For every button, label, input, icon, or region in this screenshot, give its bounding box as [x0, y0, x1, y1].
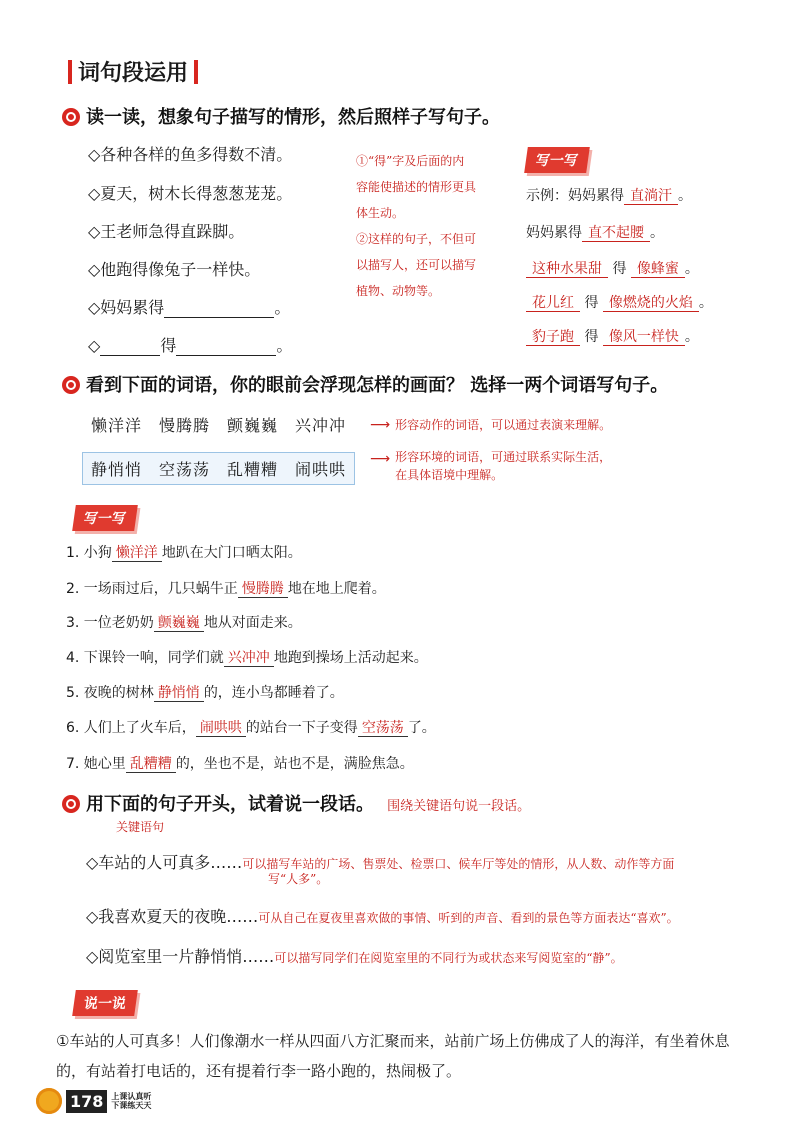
q1-example-1: 示例：妈妈累得 直淌汗 。 — [526, 188, 692, 204]
q3-heading: 用下面的句子开头，试着说一段话。 围绕关键语句说一段话。 — [62, 790, 530, 820]
sample-paragraph: ①车站的人可真多！人们像潮水一样从四面八方汇聚而来，站前广场上仿佛成了人的海洋，有坐着休息的，有站着打电话的，还有提着行李一路小跑的，热闹极了。 — [56, 1032, 730, 1080]
blank-line[interactable] — [100, 336, 160, 356]
page-footer — [36, 1088, 151, 1114]
q2-sentence-5: 5. 夜晚的树林 静悄悄 的，连小鸟都睡着了。 — [66, 685, 344, 701]
q1-item-2: ◇夏天，树木长得葱葱茏茏。 — [88, 184, 293, 203]
q1-notes: ①“得”字及后面的内 容能使描述的情形更具 体生动。 ②这样的句子，不但可 以描写人，还可以描写 植物、动物等。 — [356, 154, 477, 298]
q2-sentence-6: 6. 人们上了火车后， 闹哄哄 的站台一下子变得 空荡荡 了。 — [66, 720, 436, 736]
arrow-right-icon: ⟶ — [370, 451, 391, 467]
title-bar-right — [194, 60, 198, 84]
key-sentence-note: 关键语句 — [116, 820, 165, 834]
q2-sentence-3: 3. 一位老奶奶 颤巍巍 地从对面走来。 — [66, 615, 302, 631]
footer-slogan: 上课认真听 下课练天天 — [111, 1092, 152, 1110]
star-mascot-icon — [36, 1088, 62, 1114]
say-tag: 说一说 — [74, 990, 136, 1016]
word-row-environment-note: ⟶ 形容环境的词语，可通过联系实际生活， 在具体语境中理解。 — [370, 450, 612, 482]
q3-line-2: ◇我喜欢夏天的夜晚……可从自己在夏夜里喜欢做的事情、听到的声音、看到的景色等方面表达“喜欢”。 — [86, 907, 679, 926]
arrow-right-icon: ⟶ — [370, 417, 391, 433]
title-bar-left — [68, 60, 72, 84]
word-row-action-note: ⟶ 形容动作的词语，可以通过表演来理解。 — [370, 417, 612, 433]
q1-item-3: ◇王老师急得直跺脚。 — [88, 222, 245, 241]
blank-line[interactable] — [164, 298, 274, 318]
question-icon — [62, 376, 80, 394]
q2-heading: 看到下面的词语，你的眼前会浮现怎样的画面？ 选择一两个词语写句子。 — [62, 371, 668, 397]
q1-pair-2: 花儿红 得 像燃烧的火焰 。 — [526, 292, 713, 312]
word-row-action: 懒洋洋 慢腾腾 颤巍巍 兴冲冲 — [82, 408, 355, 441]
q3-line-1: ◇车站的人可真多……可以描写车站的广场、售票处、检票口、候车厅等处的情形，从人数、动作等方面 — [86, 853, 675, 872]
q1-item-6: ◇ 得 。 — [88, 336, 293, 355]
page-number: 178 — [66, 1090, 107, 1113]
q3-line-1-note-cont: 写“人多”。 — [268, 872, 329, 886]
q3-line-3: ◇阅览室里一片静悄悄……可以描写同学们在阅览室里的不同行为或状态来写阅览室的“静”。 — [86, 947, 623, 966]
question-icon — [62, 108, 80, 126]
q1-example-2: 妈妈累得 直不起腰 。 — [526, 225, 664, 241]
word-row-environment: 静悄悄 空荡荡 乱糟糟 闹哄哄 — [82, 452, 355, 485]
q1-item-4: ◇他跑得像兔子一样快。 — [88, 260, 261, 279]
q1-pair-3: 豹子跑 得 像风一样快 。 — [526, 326, 699, 346]
q2-sentence-1: 1. 小狗 懒洋洋 地趴在大门口晒太阳。 — [66, 545, 302, 561]
q1-item-5: ◇妈妈累得 。 — [88, 298, 291, 317]
q1-pair-1: 这种水果甜 得 像蜂蜜 。 — [526, 258, 699, 278]
write-tag-1: 写一写 — [526, 147, 588, 173]
write-tag-2: 写一写 — [74, 505, 136, 531]
blank-line[interactable] — [176, 336, 276, 356]
section-title: 词句段运用 — [62, 56, 204, 87]
q1-heading: 读一读，想象句子描写的情形，然后照样子写句子。 — [62, 103, 500, 129]
q2-sentence-2: 2. 一场雨过后，几只蜗牛正 慢腾腾 地在地上爬着。 — [66, 581, 386, 597]
q2-sentence-7: 7. 她心里 乱糟糟 的，坐也不是，站也不是，满脸焦急。 — [66, 756, 414, 772]
q1-item-1: ◇各种各样的鱼多得数不清。 — [88, 145, 293, 164]
q2-sentence-4: 4. 下课铃一响，同学们就 兴冲冲 地跑到操场上活动起来。 — [66, 650, 428, 666]
question-icon — [62, 795, 80, 813]
